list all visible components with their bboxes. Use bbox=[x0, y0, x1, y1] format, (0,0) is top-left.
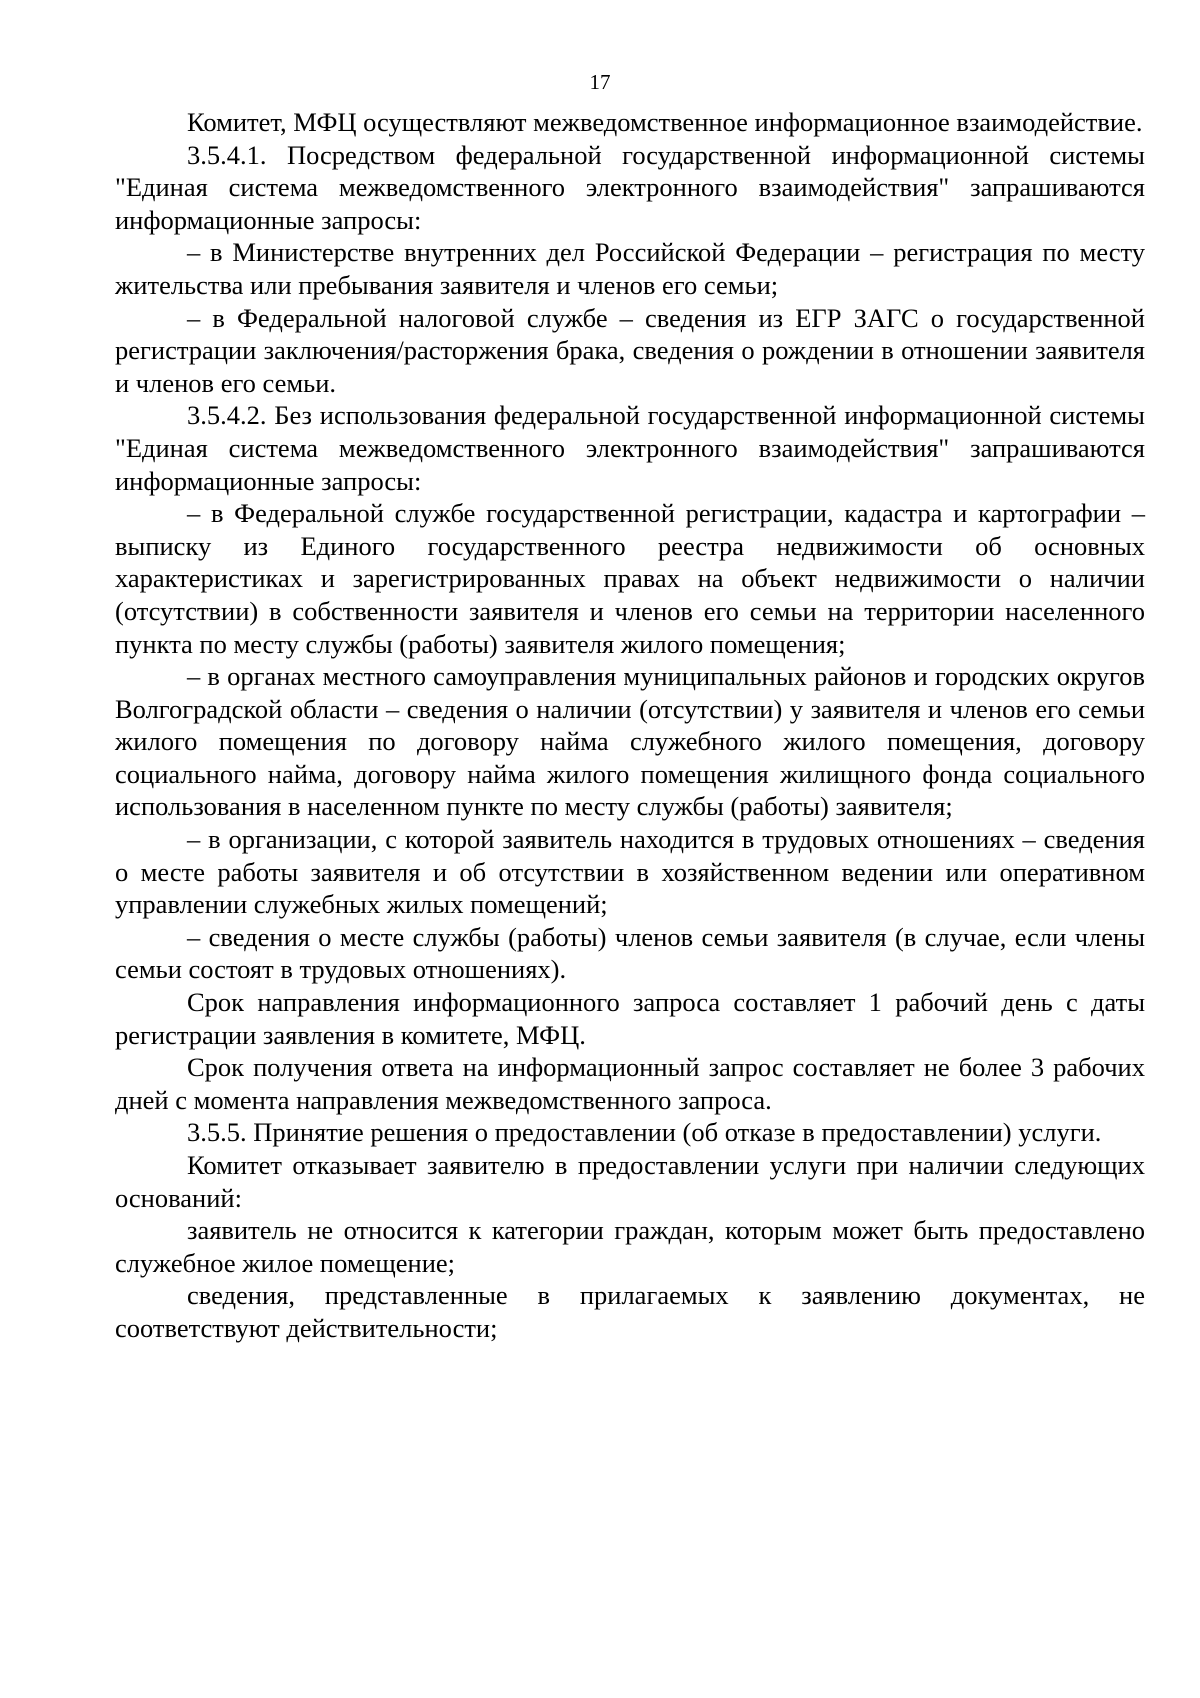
paragraph: сведения, представленные в прилагаемых к заявлению документах, не соответствуют действительности; bbox=[115, 1280, 1145, 1343]
paragraph: Комитет отказывает заявителю в предоставлении услуги при наличии следующих оснований: bbox=[115, 1150, 1145, 1213]
paragraph: Срок направления информационного запроса составляет 1 рабочий день с даты регистрации заявления в комитете, МФЦ. bbox=[115, 987, 1145, 1050]
paragraph: – в организации, с которой заявитель находится в трудовых отношениях – сведения о месте работы заявителя и об отсутствии в хозяйственном ведении или оперативном управлении служебных жилых помещений; bbox=[115, 824, 1145, 920]
paragraph: заявитель не относится к категории граждан, которым может быть предоставлено служебное жилое помещение; bbox=[115, 1215, 1145, 1278]
paragraph: 3.5.4.1. Посредством федеральной государственной информационной системы "Единая система межведомственного электронного взаимодействия" запрашиваются информационные запросы: bbox=[115, 139, 1145, 235]
document-body bbox=[115, 106, 1145, 1345]
paragraph: Срок получения ответа на информационный запрос составляет не более 3 рабочих дней с момента направления межведомственного запроса. bbox=[115, 1052, 1145, 1115]
paragraph: 3.5.4.2. Без использования федеральной государственной информационной системы "Единая система межведомственного электронного взаимодействия" запрашиваются информационные запросы: bbox=[115, 400, 1145, 496]
paragraph: – в органах местного самоуправления муниципальных районов и городских округов Волгоградской области – сведения о наличии (отсутствии) у заявителя и членов его семьи жилого помещения по договору найма служебного жилого помещения, договору социального найма, договору найма жилого помещения жилищного фонда социального использования в населенном пункте по месту службы (работы) заявителя; bbox=[115, 661, 1145, 822]
page-number: 17 bbox=[589, 70, 611, 94]
paragraph: – в Федеральной службе государственной регистрации, кадастра и картографии – выписку из Единого государственного реестра недвижимости об основных характеристиках и зарегистрированных правах на объект недвижимости о наличии (отсутствии) в собственности заявителя и членов его семьи на территории населенного пункта по месту службы (работы) заявителя жилого помещения; bbox=[115, 498, 1145, 659]
paragraph: – в Министерстве внутренних дел Российской Федерации – регистрация по месту жительства или пребывания заявителя и членов его семьи; bbox=[115, 237, 1145, 300]
paragraph: – в Федеральной налоговой службе – сведения из ЕГР ЗАГС о государственной регистрации заключения/расторжения брака, сведения о рождении в отношении заявителя и членов его семьи. bbox=[115, 302, 1145, 398]
paragraph: – сведения о месте службы (работы) членов семьи заявителя (в случае, если члены семьи состоят в трудовых отношениях). bbox=[115, 921, 1145, 985]
paragraph: 3.5.5. Принятие решения о предоставлении (об отказе в предоставлении) услуги. bbox=[187, 1117, 1102, 1148]
paragraph: Комитет, МФЦ осуществляют межведомственное информационное взаимодействие. bbox=[187, 107, 1143, 137]
